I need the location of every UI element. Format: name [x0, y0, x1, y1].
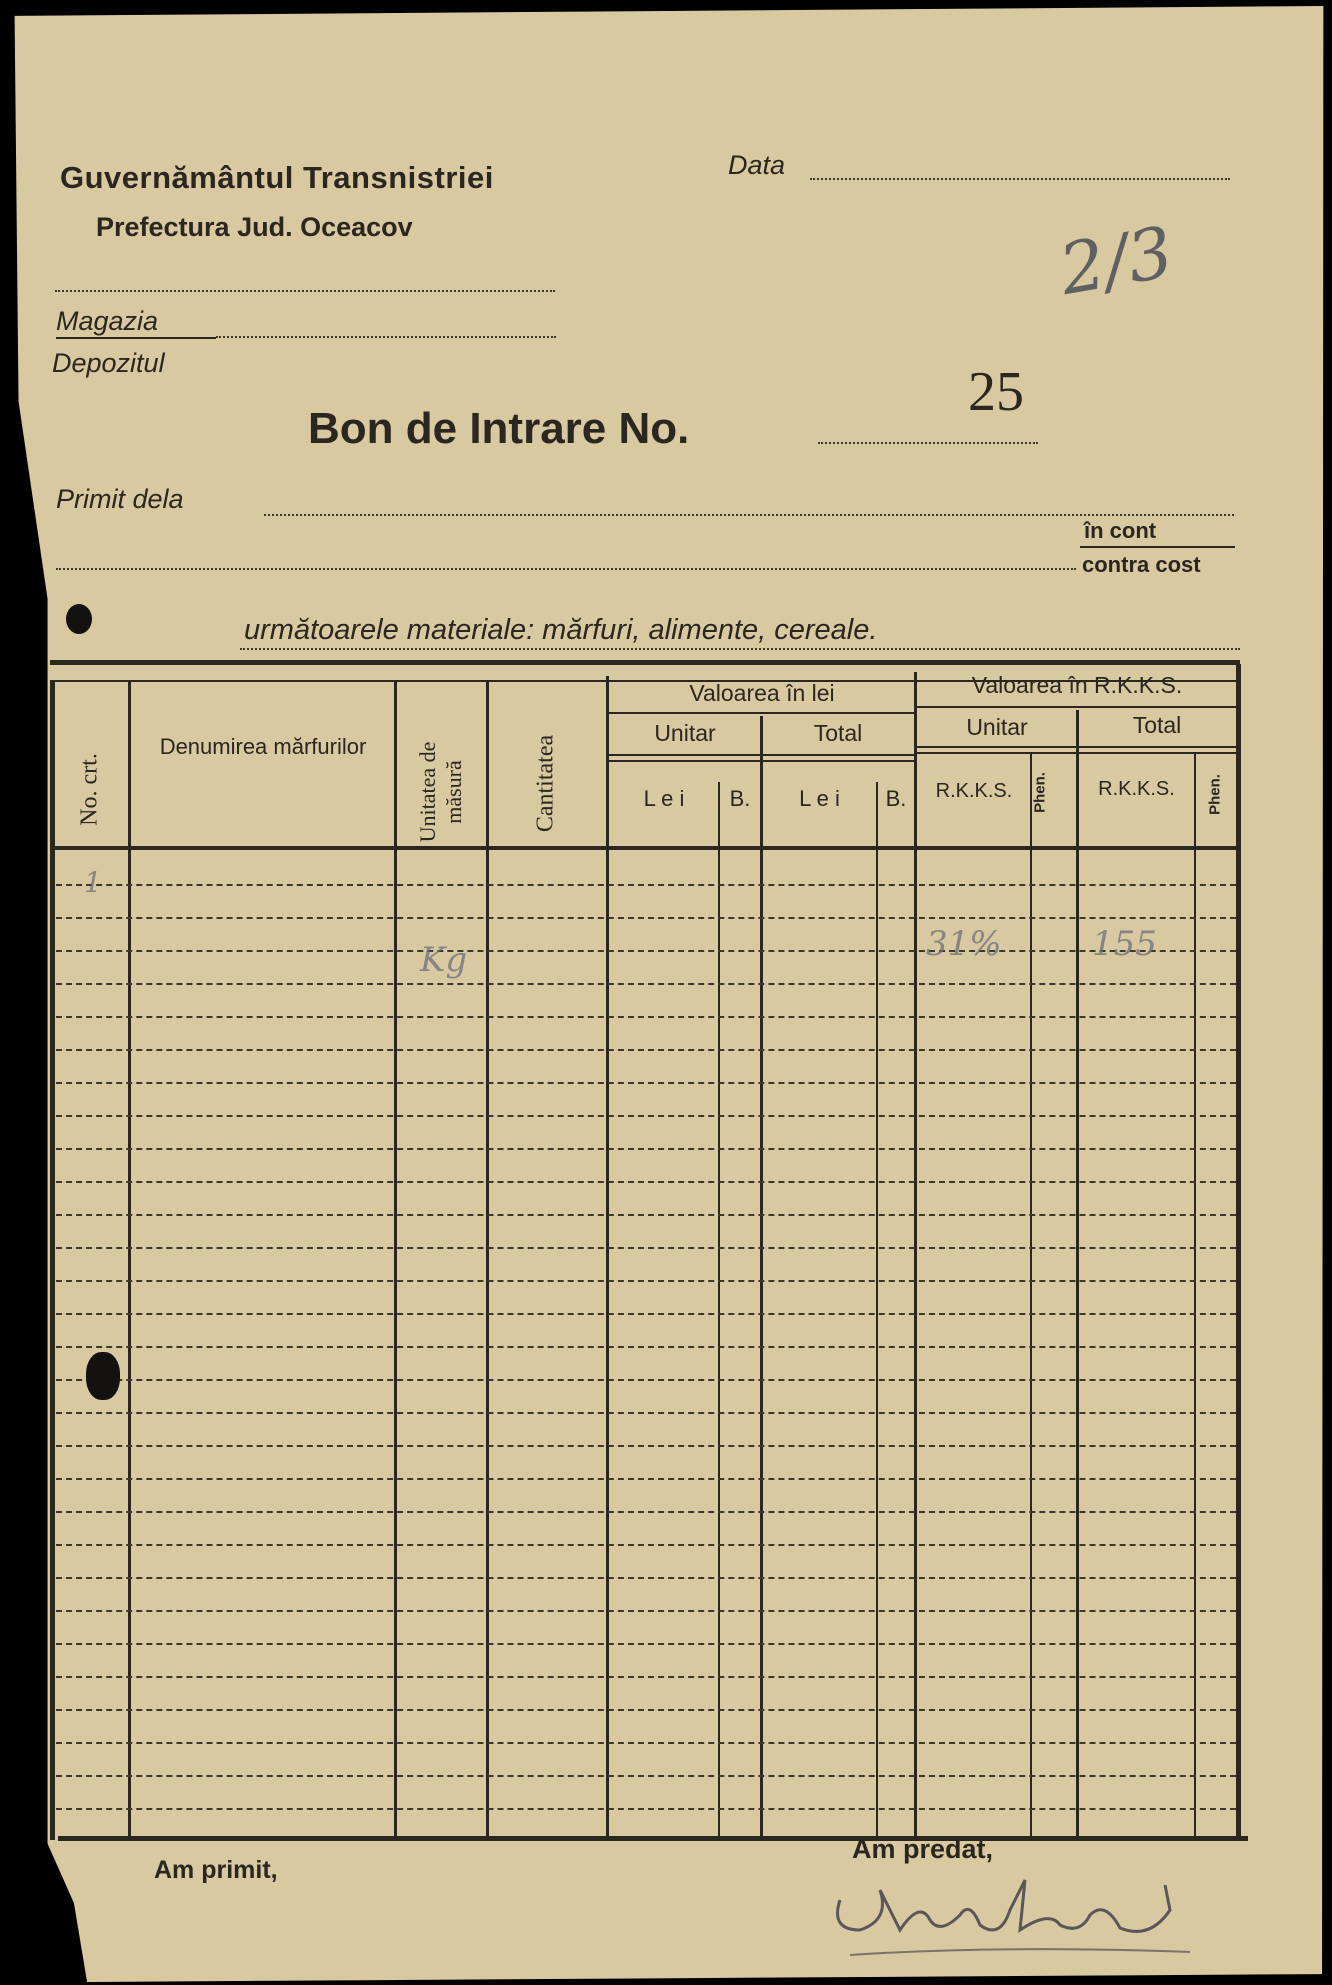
depozitul-label: Depozitul: [52, 348, 165, 378]
table-header-bottom: [52, 846, 1240, 850]
table-row-line: [56, 1445, 1236, 1447]
table-row-line: [56, 1775, 1236, 1777]
col-header-qty: Cantitatea: [532, 734, 559, 833]
lei-unitar-b-header: B.: [729, 786, 751, 811]
table-row-line: [56, 1412, 1236, 1414]
table-row-line: [56, 1214, 1236, 1216]
table-row-line: [56, 1346, 1236, 1348]
rkks-subgroup-rule-2: [916, 752, 1238, 754]
paper-sheet: [8, 6, 1326, 1982]
table-row-line: [56, 1676, 1236, 1678]
received-signature-label: Am primit,: [154, 1856, 278, 1884]
date-label: Data: [728, 150, 786, 180]
table-bottom-border: [58, 1836, 1248, 1841]
account-label-contra-cost: contra cost: [1082, 552, 1201, 577]
received-from-label: Primit dela: [56, 484, 184, 514]
rkks-total-header: Total: [1132, 712, 1182, 738]
receipt-title: Bon de Intrare No.: [308, 404, 690, 453]
group-header-rkks: Valoarea în R.K.K.S.: [971, 672, 1183, 698]
table-row-line: [56, 1577, 1236, 1579]
col-sep-rkks-unitar-total: [1076, 710, 1079, 1838]
rkks-unitar-rkks-header: R.K.K.S.: [935, 780, 1013, 802]
table-left-border: [50, 680, 55, 1840]
col-header-name-text: Denumirea mărfurilor: [159, 734, 367, 759]
table-row-line: [56, 1016, 1236, 1018]
rkks-unitar-phen-header: Phen.: [1031, 772, 1049, 813]
rkks-subgroup-rule: [916, 746, 1238, 748]
magazia-rule: [56, 337, 216, 339]
materials-line: următoarele materiale: mărfuri, alimente, cereale.: [244, 614, 878, 646]
rkks-total-rkks-header: R.K.K.S.: [1098, 778, 1175, 800]
account-divider: [1080, 546, 1235, 548]
table-row-line: [56, 1709, 1236, 1711]
prefecture-name: Prefectura Jud. Oceacov: [96, 212, 413, 242]
org-name: Guvernământul Transnistriei: [60, 160, 494, 195]
received-from-line-2: [56, 568, 1076, 570]
rkks-unitar-header: Unitar: [966, 714, 1028, 740]
col-sep-name: [394, 680, 397, 1838]
punch-hole-bottom: [86, 1352, 120, 1400]
table-row-line: [56, 1247, 1236, 1249]
table-row-line: [56, 1808, 1236, 1810]
date-field-line: [810, 178, 1230, 180]
table-row-line: [56, 1478, 1236, 1480]
col-header-unit: Unitatea de măsură: [415, 741, 466, 843]
signature: [820, 1860, 1220, 1970]
magazia-field-line: [216, 336, 556, 338]
lei-subgroup-rule: [608, 754, 916, 756]
col-header-no: No. crt.: [76, 753, 103, 826]
rkks-total-phen-header: Phen.: [1206, 774, 1224, 815]
row1-rkks-unitar: 31%: [926, 924, 1002, 964]
table-row-line: [56, 1610, 1236, 1612]
table-row-line: [56, 917, 1236, 919]
col-sep-qty: [606, 676, 609, 1838]
table-row-line: [56, 1313, 1236, 1315]
blank-line-top: [55, 290, 555, 292]
lei-total-b-header: B.: [885, 786, 907, 811]
col-sep-no: [128, 680, 131, 1838]
handed-signature-label: Am predat,: [852, 1834, 994, 1864]
fraction-note: 2/3: [1053, 210, 1179, 312]
col-sep-lei-total-b: [876, 782, 878, 1838]
materials-underline: [240, 648, 1240, 650]
lei-unitar-lei-header: L e i: [643, 786, 685, 811]
col-sep-unit: [486, 680, 489, 1838]
lei-total-header: Total: [813, 720, 863, 746]
table-row-line: [56, 983, 1236, 985]
row1-no: 1: [84, 866, 102, 899]
lei-unitar-header: Unitar: [654, 720, 716, 746]
table-row-line: [56, 1181, 1236, 1183]
table-row-line: [56, 950, 1236, 952]
signature-stroke: [838, 1880, 1171, 1931]
group-header-lei: Valoarea în lei: [689, 680, 835, 706]
punch-hole-top: [66, 604, 92, 634]
rkks-group-rule: [916, 706, 1238, 708]
table-row-line: [56, 1379, 1236, 1381]
table-right-border: [1236, 664, 1241, 1840]
receipt-number: 25: [968, 361, 1024, 423]
table-row-line: [56, 1511, 1236, 1513]
account-label-in-cont: în cont: [1084, 518, 1157, 543]
table-row-line: [56, 1115, 1236, 1117]
row1-unit: Kg: [420, 940, 468, 980]
lei-group-rule: [608, 712, 916, 714]
table-top-border: [50, 660, 1240, 665]
lei-subgroup-rule-2: [608, 760, 916, 762]
table-row-line: [56, 1544, 1236, 1546]
col-sep-lei-unitar-b: [718, 782, 720, 1838]
col-header-name: [132, 730, 394, 764]
lei-total-lei-header: L e i: [799, 786, 840, 811]
receipt-number-line: [818, 442, 1038, 444]
table-row-line: [56, 1082, 1236, 1084]
received-from-line-1: [264, 514, 1234, 516]
col-sep-lei-rkks: [914, 672, 917, 1838]
row1-rkks-total: 155: [1092, 924, 1157, 964]
table-row-line: [56, 884, 1236, 886]
table-row-line: [56, 1148, 1236, 1150]
magazia-label: Magazia: [56, 306, 159, 336]
table-row-line: [56, 1049, 1236, 1051]
signature-underline: [850, 1949, 1190, 1955]
table-row-line: [56, 1643, 1236, 1645]
table-row-line: [56, 1280, 1236, 1282]
table-row-line: [56, 1742, 1236, 1744]
